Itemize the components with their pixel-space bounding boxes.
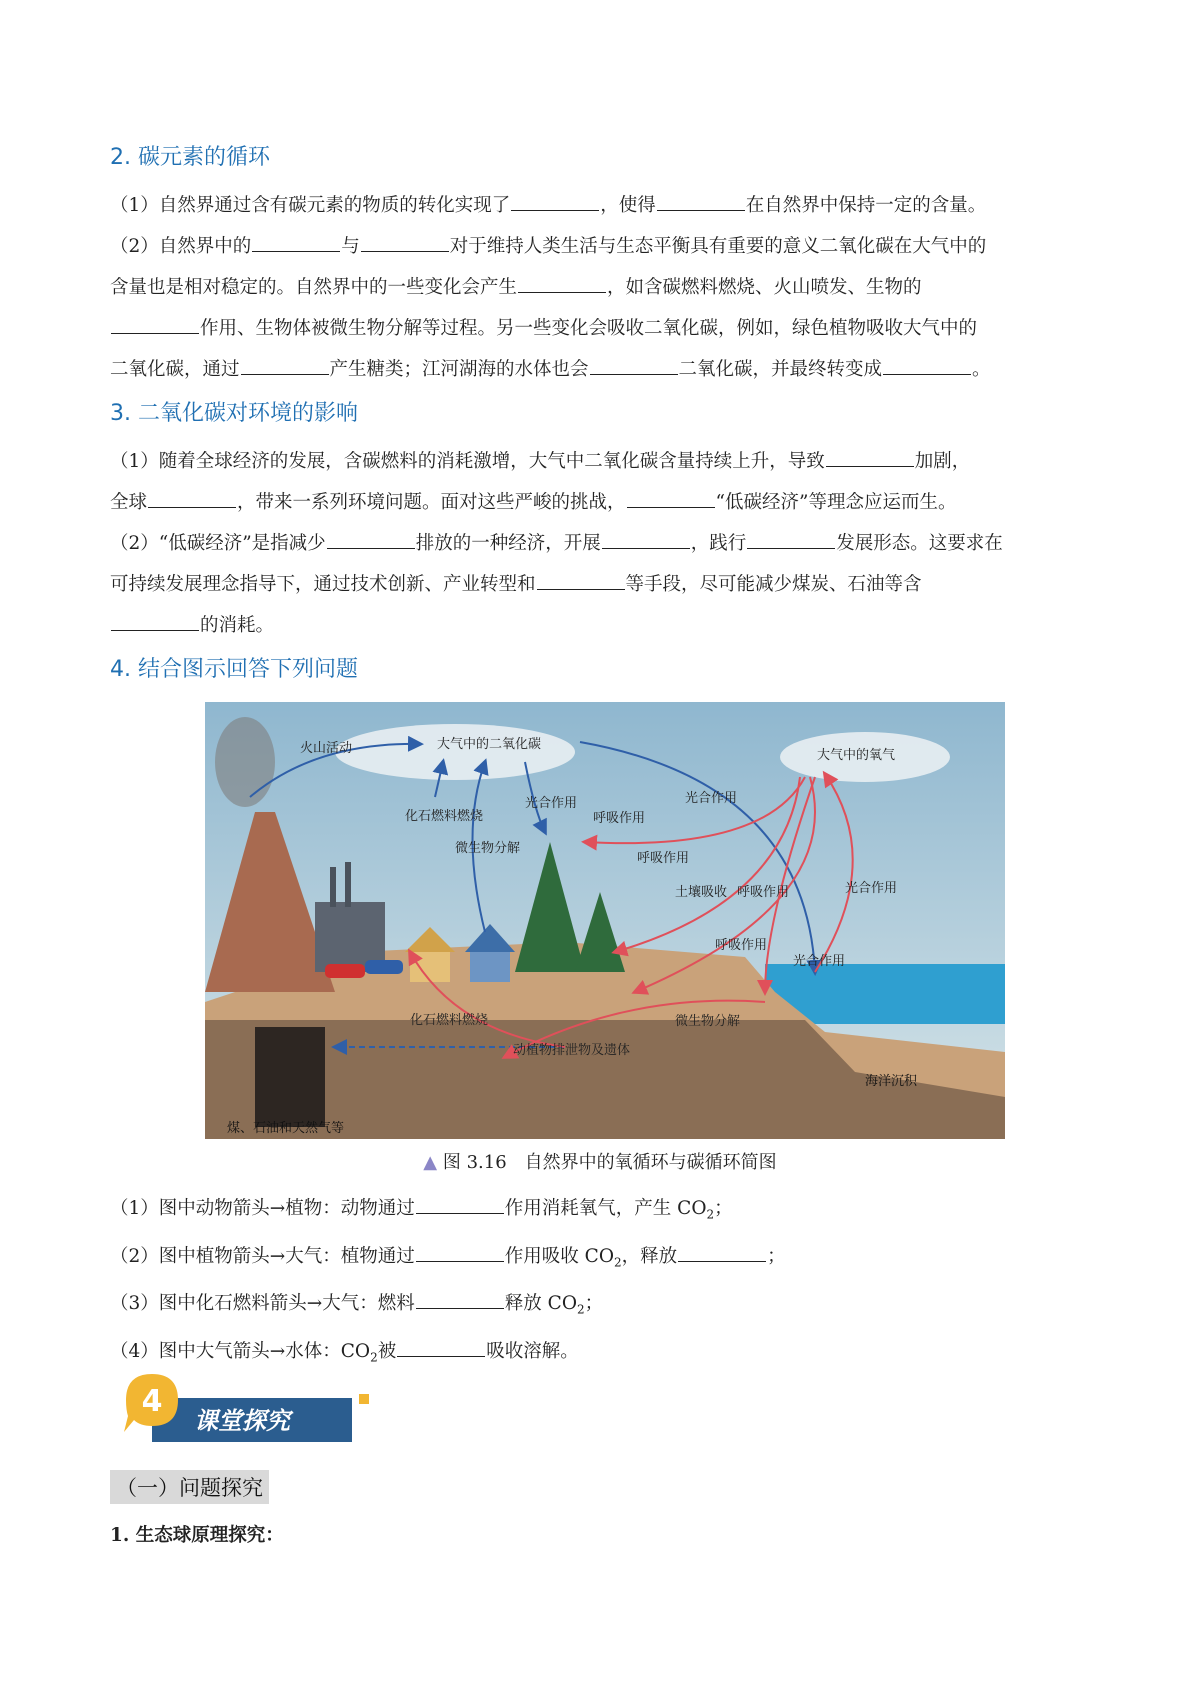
label-microbe-bottom: 微生物分解: [675, 1014, 741, 1029]
heading-co2-impact: 3. 二氧化碳对环境的影响: [110, 401, 358, 426]
subscript: 2: [706, 1207, 715, 1222]
fill-blank[interactable]: [416, 1290, 504, 1310]
smoke: [215, 717, 275, 807]
label-sediment: 海洋沉积: [865, 1074, 918, 1089]
text: （1）自然界通过含有碳元素的物质的转化实现了: [110, 195, 511, 216]
s2-para-1: [110, 185, 1100, 226]
fill-blank[interactable]: [241, 356, 329, 376]
label-resp-1: 呼吸作用: [593, 811, 646, 826]
s2-para-2: [110, 226, 1100, 390]
heading-figure-questions: 4. 结合图示回答下列问题: [110, 657, 358, 682]
subscript: 2: [576, 1303, 585, 1318]
house: [470, 952, 510, 982]
section-label: （一）问题探究: [110, 1470, 269, 1504]
fill-blank[interactable]: [537, 571, 625, 591]
fill-blank[interactable]: [747, 530, 835, 550]
fill-blank[interactable]: [657, 192, 745, 212]
label-soil: 土壤吸收: [675, 885, 728, 900]
label-resp-2: 呼吸作用: [637, 851, 690, 866]
house: [410, 952, 450, 982]
text: （2）自然界中的: [110, 236, 252, 257]
label-microbe-top: 微生物分解: [455, 841, 521, 856]
fill-blank[interactable]: [111, 612, 199, 632]
fill-blank[interactable]: [327, 530, 415, 550]
text: ；: [714, 1198, 733, 1219]
cloud-co2: [335, 724, 575, 780]
question-1: [110, 1188, 1100, 1236]
label-atm-o2: 大气中的氧气: [817, 748, 896, 763]
text: 释放 CO: [504, 1293, 577, 1315]
car: [325, 964, 365, 978]
subscript: 2: [370, 1350, 378, 1365]
carbon-oxygen-cycle-diagram: [205, 702, 1005, 1139]
fill-blank[interactable]: [397, 1338, 485, 1358]
text: 的消耗。: [200, 615, 275, 636]
badge-number: 4: [141, 1384, 163, 1419]
text: 吸收溶解。: [486, 1341, 579, 1363]
fill-blank[interactable]: [627, 489, 715, 509]
s3-para-1: [110, 441, 1100, 523]
fill-blank[interactable]: [678, 1242, 766, 1262]
text: “低碳经济”等理念应运而生。: [715, 492, 957, 513]
s3-para-2: [110, 523, 1100, 646]
text: 等手段，尽可能减少煤炭、石油等含: [625, 574, 922, 595]
label-photo-2: 光合作用: [685, 791, 738, 806]
text: （2）“低碳经济”是指减少: [110, 533, 326, 554]
text: 含量也是相对稳定的。自然界中的一些变化会产生: [110, 277, 518, 298]
fill-blank[interactable]: [361, 233, 449, 253]
text: 发展形态。这要求在: [836, 533, 1003, 554]
text: （1）随着全球经济的发展，含碳燃料的消耗激增，大气中二氧化碳含量持续上升，导致: [110, 451, 825, 472]
fill-blank[interactable]: [511, 192, 599, 212]
badge-accent: [359, 1394, 369, 1404]
text: （1）图中动物箭头→植物：动物通过: [110, 1198, 415, 1219]
coal-seam: [255, 1027, 325, 1127]
fill-blank[interactable]: [148, 489, 236, 509]
label-fossil-burn-top: 化石燃料燃烧: [405, 809, 484, 824]
text: 作用、生物体被微生物分解等过程。另一些变化会吸收二氧化碳，例如，绿色植物吸收大气中的: [200, 318, 978, 339]
text: 加剧，: [914, 451, 971, 472]
question-2: [110, 1236, 1100, 1284]
text: （3）图中化石燃料箭头→大气：燃料: [110, 1293, 415, 1315]
text: 全球: [110, 492, 148, 513]
car: [365, 960, 403, 974]
question-3: [110, 1283, 1100, 1331]
fill-blank[interactable]: [416, 1195, 504, 1215]
text: ；: [584, 1293, 604, 1315]
section-badge: [114, 1370, 384, 1450]
text: ，使得: [600, 195, 656, 216]
text: 被: [377, 1341, 397, 1363]
text: 二氧化碳，并最终转变成: [678, 359, 883, 380]
text: ，践行: [690, 533, 747, 554]
question-list: [110, 1188, 1100, 1379]
fill-blank[interactable]: [416, 1242, 504, 1262]
triangle-icon: ▲: [423, 1152, 438, 1173]
label-resp-3: 呼吸作用: [737, 885, 790, 900]
fill-blank[interactable]: [602, 530, 690, 550]
chimney: [330, 867, 336, 907]
text: （4）图中大气箭头→水体：CO: [110, 1341, 371, 1363]
text: 作用消耗氧气，产生 CO: [504, 1198, 707, 1219]
fill-blank[interactable]: [883, 356, 971, 376]
content-main: [110, 140, 1100, 697]
chimney: [345, 862, 351, 907]
label-photo-3: 光合作用: [845, 881, 898, 896]
text: 排放的一种经济，开展: [415, 533, 601, 554]
text: ；: [767, 1245, 786, 1267]
text: 在自然界中保持一定的含量。: [745, 195, 987, 216]
label-remains: 动植物排泄物及遗体: [513, 1043, 631, 1058]
text: ，释放: [621, 1245, 678, 1267]
text: 产生糖类；江河湖海的水体也会: [329, 359, 589, 380]
label-fossil-burn-bottom: 化石燃料燃烧: [410, 1013, 489, 1028]
text: 二氧化碳，通过: [110, 359, 240, 380]
text: ，带来一系列环境问题。面对这些严峻的挑战，: [237, 492, 626, 513]
label-coal: 煤、石油和天然气等: [227, 1121, 345, 1136]
label-resp-4: 呼吸作用: [715, 938, 768, 953]
text: 可持续发展理念指导下，通过技术创新、产业转型和: [110, 574, 536, 595]
text: 。: [972, 359, 991, 380]
fill-blank[interactable]: [590, 356, 678, 376]
subscript: 2: [613, 1255, 622, 1270]
text: 与: [341, 236, 360, 257]
figure-caption: [0, 1148, 1200, 1174]
item-1-heading: 1. 生态球原理探究：: [110, 1525, 284, 1546]
badge-title: 课堂探究: [194, 1407, 290, 1435]
label-photo-4: 光合作用: [793, 954, 846, 969]
fill-blank[interactable]: [518, 274, 606, 294]
caption-text: 图 3.16 自然界中的氧循环与碳循环简图: [442, 1152, 777, 1173]
fill-blank[interactable]: [111, 315, 199, 335]
label-volcano: 火山活动: [300, 741, 353, 756]
text: （2）图中植物箭头→大气：植物通过: [110, 1245, 415, 1267]
text: 作用吸收 CO: [504, 1245, 614, 1267]
text: 对于维持人类生活与生态平衡具有重要的意义二氧化碳在大气中的: [449, 236, 987, 257]
label-photo-1: 光合作用: [525, 796, 578, 811]
fill-blank[interactable]: [826, 448, 914, 468]
heading-carbon-cycle: 2. 碳元素的循环: [110, 145, 270, 170]
text: ，如含碳燃料燃烧、火山喷发、生物的: [607, 277, 922, 298]
fill-blank[interactable]: [252, 233, 340, 253]
label-atm-co2: 大气中的二氧化碳: [437, 737, 542, 752]
